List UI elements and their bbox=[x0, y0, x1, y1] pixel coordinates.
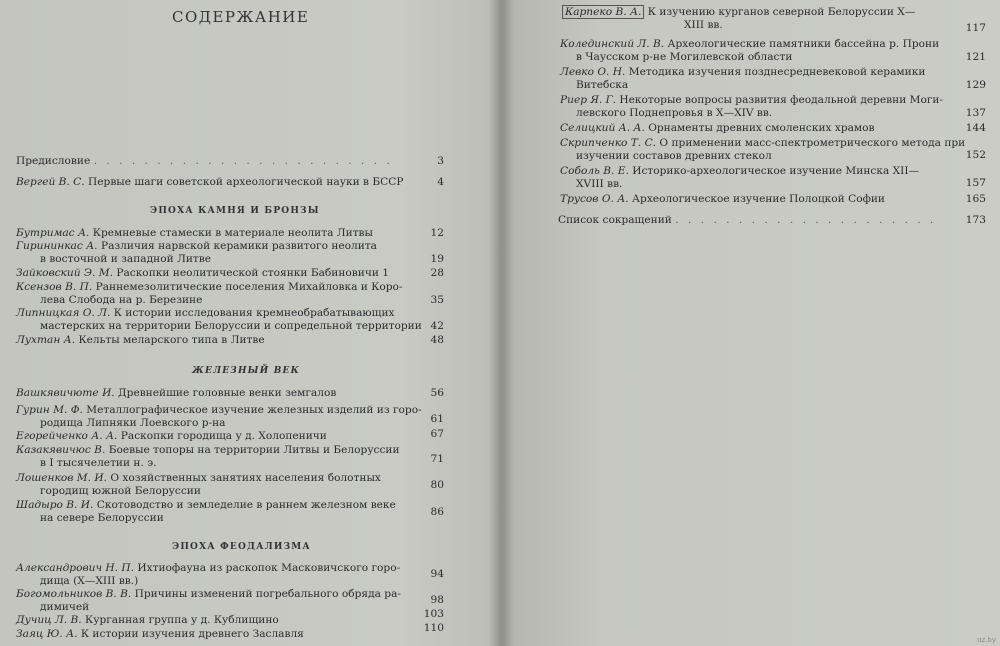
toc-entry bbox=[16, 430, 327, 443]
toc-entry bbox=[16, 444, 400, 470]
entry-title-cont: в восточной и западной Литве bbox=[40, 253, 212, 265]
page-number: 67 bbox=[430, 428, 444, 440]
page-number: 12 bbox=[430, 227, 444, 239]
page-number: 173 bbox=[965, 214, 986, 226]
entry-title: К изучению курганов северной Белоруссии X— bbox=[647, 6, 916, 18]
toc-entry bbox=[16, 267, 389, 280]
entry-author: Липницкая О. Л. bbox=[16, 307, 111, 319]
toc-entry bbox=[16, 499, 396, 525]
page-number: 48 bbox=[430, 334, 444, 346]
entry-author: Скрипченко Т. С. bbox=[560, 137, 657, 149]
page-number: 129 bbox=[965, 79, 986, 91]
toc-entry bbox=[16, 588, 401, 614]
toc-entry bbox=[16, 472, 381, 498]
toc-entry-abbreviations bbox=[558, 214, 936, 227]
right-page bbox=[512, 0, 1000, 646]
entry-author: Заяц Ю. А. bbox=[16, 628, 78, 640]
entry-author: Лошенков М. И. bbox=[16, 472, 107, 484]
page-number: 117 bbox=[965, 22, 986, 34]
toc-entry bbox=[560, 94, 943, 120]
entry-title: Список сокращений bbox=[558, 214, 672, 226]
entry-author: Соболь В. Е. bbox=[560, 165, 629, 177]
entry-title: Археологическое изучение Полоцкой Софии bbox=[632, 193, 885, 205]
entry-author: Шадыро В. И. bbox=[16, 499, 94, 511]
page-number: 94 bbox=[430, 568, 444, 580]
entry-title: Боевые топоры на территории Литвы и Белоруссии bbox=[108, 444, 400, 456]
toc-entry bbox=[16, 562, 400, 588]
watermark: oz.by bbox=[977, 636, 996, 644]
toc-entry bbox=[560, 122, 875, 135]
toc-entry bbox=[16, 240, 377, 266]
entry-author: Гурин М. Ф. bbox=[16, 404, 83, 416]
section-heading-feudalism: ЭПОХА ФЕОДАЛИЗМА bbox=[172, 542, 311, 552]
entry-title: Некоторые вопросы развития феодальной деревни Моги- bbox=[619, 94, 944, 106]
toc-entry bbox=[16, 387, 336, 400]
entry-title: Орнаменты древних смоленских храмов bbox=[648, 122, 875, 134]
entry-title-cont: XVIII вв. bbox=[576, 178, 623, 190]
toc-entry bbox=[16, 334, 265, 347]
entry-author: Риер Я. Г. bbox=[560, 94, 617, 106]
entry-title: О применении масс-спектрометрического метода при bbox=[659, 137, 966, 149]
toc-entry bbox=[16, 281, 403, 307]
entry-title-cont: димичей bbox=[40, 601, 90, 613]
entry-title: Раннемезолитические поселения Михайловка и Коро- bbox=[95, 281, 403, 293]
entry-author: Гирининкас А. bbox=[16, 240, 98, 252]
entry-title-cont: в I тысячелетии н. э. bbox=[40, 457, 157, 469]
page-number: 152 bbox=[965, 149, 986, 161]
entry-title: Скотоводство и земледелие в раннем железном веке bbox=[96, 499, 396, 511]
page-number: 121 bbox=[965, 51, 986, 63]
entry-author: Бутримас А. bbox=[16, 227, 90, 239]
entry-title: О хозяйственных занятиях населения болотных bbox=[110, 472, 381, 484]
toc-entry bbox=[560, 66, 925, 92]
page-number: 28 bbox=[430, 267, 444, 279]
entry-title-cont: лева Слобода на р. Березине bbox=[40, 294, 203, 306]
page-number: 3 bbox=[437, 155, 444, 167]
toc-entry bbox=[16, 307, 422, 333]
entry-author: Колединский Л. В. bbox=[560, 38, 665, 50]
entry-author: Левко О. Н. bbox=[560, 66, 626, 78]
entry-title-cont: левского Поднепровья в X—XIV вв. bbox=[576, 107, 773, 119]
entry-title-cont: в Чаусском р-не Могилевской области bbox=[576, 51, 793, 63]
page-number: 61 bbox=[430, 413, 444, 425]
entry-title: Предисловие bbox=[16, 155, 91, 167]
entry-author: Дучиц Л. В. bbox=[16, 614, 82, 626]
entry-author: Ксензов В. П. bbox=[16, 281, 93, 293]
entry-author: Егорейченко А. А. bbox=[16, 430, 118, 442]
page-number: 80 bbox=[430, 479, 444, 491]
leader-dots: . . . . . . . . . . . . . . . . . . . . . bbox=[675, 214, 937, 226]
toc-entry-preface bbox=[16, 155, 393, 168]
toc-entry bbox=[16, 628, 304, 641]
entry-title: Кремневые стамески в материале неолита Литвы bbox=[92, 227, 373, 239]
page-number: 56 bbox=[430, 387, 444, 399]
toc-entry bbox=[560, 193, 885, 206]
toc-entry bbox=[16, 404, 422, 430]
toc-entry bbox=[562, 6, 915, 32]
entry-title: К истории исследования кремнеобрабатывающих bbox=[113, 307, 395, 319]
entry-title: К истории изучения древнего Заславля bbox=[80, 628, 304, 640]
page-number: 157 bbox=[965, 177, 986, 189]
entry-title-cont: Витебска bbox=[576, 79, 629, 91]
section-heading-iron-age: ЖЕЛЕЗНЫЙ ВЕК bbox=[192, 366, 300, 376]
page-number: 144 bbox=[965, 122, 986, 134]
entry-author: Александрович Н. П. bbox=[16, 562, 134, 574]
page-number: 98 bbox=[430, 594, 444, 606]
entry-title-cont: мастерских на территории Белоруссии и сопредельной территории bbox=[40, 320, 422, 332]
page-number: 71 bbox=[430, 453, 444, 465]
toc-entry bbox=[560, 38, 939, 64]
page-title: СОДЕРЖАНИЕ bbox=[172, 8, 310, 26]
page-number: 103 bbox=[423, 608, 444, 620]
page-number: 42 bbox=[430, 320, 444, 332]
entry-author: Вергей В. С. bbox=[16, 176, 85, 188]
entry-title: Древнейшие головные венки земгалов bbox=[118, 387, 337, 399]
page-number: 19 bbox=[430, 253, 444, 265]
entry-author: Зайковский Э. М. bbox=[16, 267, 113, 279]
toc-entry bbox=[560, 165, 919, 191]
entry-title: Металлографическое изучение железных изделий из горо- bbox=[86, 404, 422, 416]
page-number: 165 bbox=[965, 193, 986, 205]
page-number: 137 bbox=[965, 107, 986, 119]
entry-author: Казакявичюс В. bbox=[16, 444, 106, 456]
section-heading-stone-bronze: ЭПОХА КАМНЯ И БРОНЗЫ bbox=[150, 206, 320, 216]
leader-dots: . . . . . . . . . . . . . . . . . . . . . . . . bbox=[93, 155, 393, 167]
entry-title: Историко-археологическое изучение Минска XII— bbox=[632, 165, 920, 177]
page-number: 4 bbox=[437, 176, 444, 188]
entry-title: Различия нарвской керамики развитого неолита bbox=[100, 240, 377, 252]
page-number: 35 bbox=[430, 294, 444, 306]
toc-entry bbox=[16, 614, 279, 627]
toc-entry-intro bbox=[16, 176, 403, 189]
entry-title-cont: городищ южной Белоруссии bbox=[40, 485, 201, 497]
entry-title-cont: на севере Белоруссии bbox=[40, 512, 164, 524]
entry-title: Кельты меларского типа в Литве bbox=[78, 334, 265, 346]
entry-title-cont: изучении составов древних стекол bbox=[576, 150, 772, 162]
entry-title: Курганная группа у д. Кублищино bbox=[85, 614, 279, 626]
entry-author: Карпеко В. А. bbox=[562, 5, 644, 19]
page-number: 110 bbox=[423, 622, 444, 634]
entry-title-cont: родища Липняки Лоевского р-на bbox=[40, 417, 226, 429]
entry-author: Селицкий А. А. bbox=[560, 122, 645, 134]
entry-author: Лухтан А. bbox=[16, 334, 76, 346]
entry-title: Первые шаги советской археологической науки в БССР bbox=[88, 176, 404, 188]
toc-entry bbox=[16, 227, 373, 240]
entry-title: Раскопки городища у д. Холопеничи bbox=[120, 430, 327, 442]
entry-title: Археологические памятники бассейна р. Прони bbox=[667, 38, 940, 50]
entry-title: Ихтиофауна из раскопок Масковичского горо- bbox=[137, 562, 401, 574]
entry-title: Раскопки неолитической стоянки Бабиновичи 1 bbox=[116, 267, 389, 279]
page-number: 86 bbox=[430, 506, 444, 518]
entry-author: Вашкявичюте И. bbox=[16, 387, 115, 399]
entry-title-cont: дища (X—XIII вв.) bbox=[40, 575, 139, 587]
toc-entry bbox=[560, 137, 965, 163]
entry-author: Трусов О. А. bbox=[560, 193, 629, 205]
entry-author: Богомольников В. В. bbox=[16, 588, 132, 600]
entry-title: Причины изменений погребального обряда ра- bbox=[134, 588, 401, 600]
entry-title: Методика изучения позднесредневековой керамики bbox=[628, 66, 926, 78]
entry-title-cont: XIII вв. bbox=[684, 19, 723, 31]
